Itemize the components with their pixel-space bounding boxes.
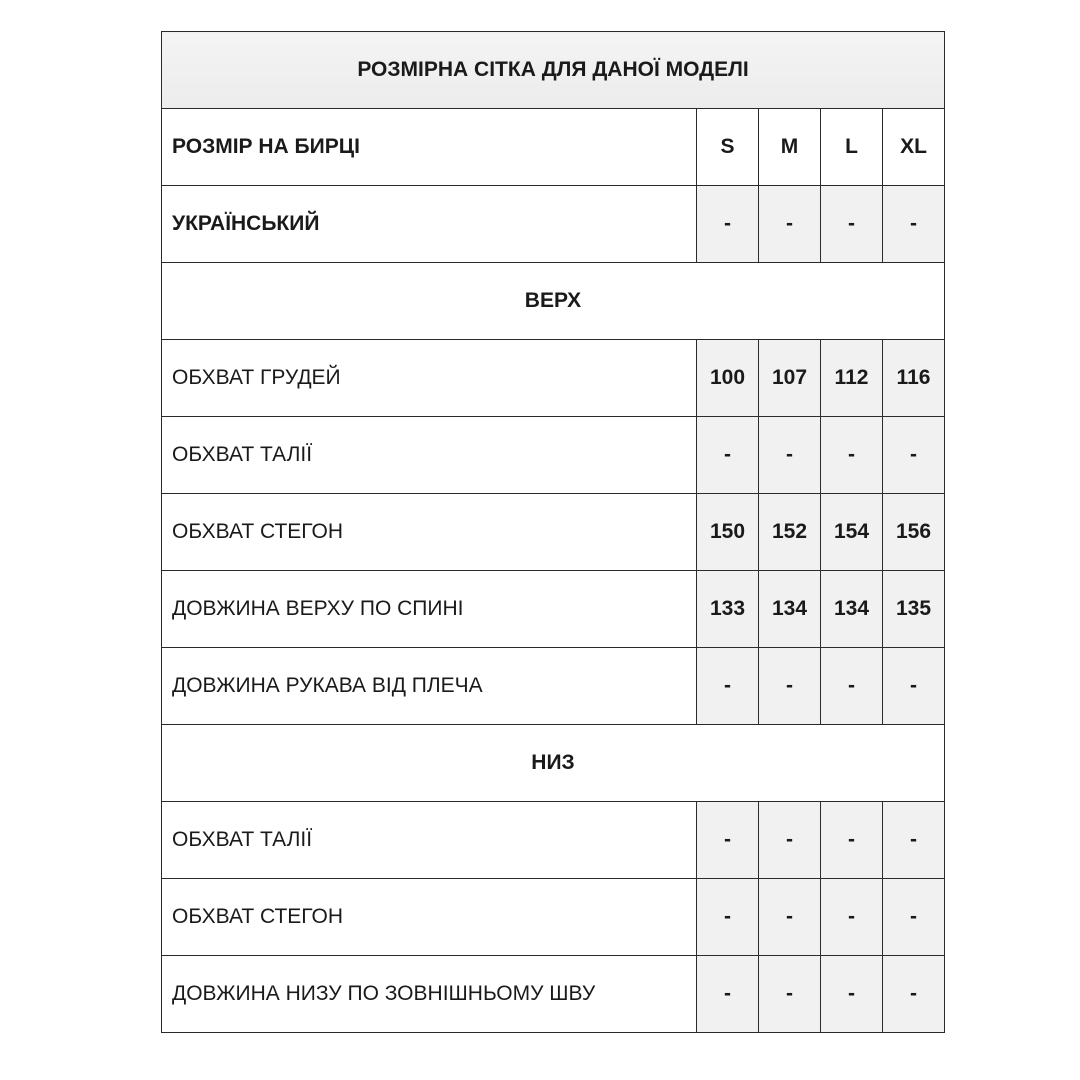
- value-cell: -: [759, 802, 821, 879]
- value-cell: 107: [759, 340, 821, 417]
- value-cell: -: [697, 417, 759, 494]
- section-header-top: [162, 263, 945, 340]
- table-row: [162, 417, 945, 494]
- row-label: ДОВЖИНА РУКАВА ВІД ПЛЕЧА: [162, 648, 697, 725]
- value-cell: -: [883, 648, 945, 725]
- value-cell: -: [883, 417, 945, 494]
- ukrainian-row: [162, 186, 945, 263]
- table-row: [162, 494, 945, 571]
- value-cell: -: [697, 186, 759, 263]
- value-cell: 134: [759, 571, 821, 648]
- table-row: [162, 879, 945, 956]
- value-cell: 150: [697, 494, 759, 571]
- value-cell: -: [697, 802, 759, 879]
- row-label: ДОВЖИНА ВЕРХУ ПО СПИНІ: [162, 571, 697, 648]
- value-cell: 133: [697, 571, 759, 648]
- size-header-l: L: [821, 109, 883, 186]
- value-cell: -: [821, 417, 883, 494]
- table-title: РОЗМІРНА СІТКА ДЛЯ ДАНОЇ МОДЕЛІ: [162, 32, 945, 109]
- table-row: [162, 648, 945, 725]
- value-cell: -: [883, 879, 945, 956]
- row-label: УКРАЇНСЬКИЙ: [162, 186, 697, 263]
- value-cell: -: [821, 648, 883, 725]
- value-cell: -: [697, 879, 759, 956]
- row-label: ОБХВАТ СТЕГОН: [162, 494, 697, 571]
- value-cell: 100: [697, 340, 759, 417]
- value-cell: -: [697, 648, 759, 725]
- row-label: ОБХВАТ СТЕГОН: [162, 879, 697, 956]
- value-cell: -: [759, 648, 821, 725]
- value-cell: -: [821, 802, 883, 879]
- value-cell: 112: [821, 340, 883, 417]
- value-cell: -: [697, 956, 759, 1033]
- row-label: ОБХВАТ ТАЛІЇ: [162, 802, 697, 879]
- table-row: [162, 956, 945, 1033]
- value-cell: -: [883, 802, 945, 879]
- size-header-m: M: [759, 109, 821, 186]
- value-cell: -: [883, 956, 945, 1033]
- row-label: ОБХВАТ ГРУДЕЙ: [162, 340, 697, 417]
- row-label: ДОВЖИНА НИЗУ ПО ЗОВНІШНЬОМУ ШВУ: [162, 956, 697, 1033]
- value-cell: -: [759, 879, 821, 956]
- section-header-bottom: [162, 725, 945, 802]
- section-title-bottom: НИЗ: [162, 725, 945, 802]
- header-row: [162, 109, 945, 186]
- value-cell: 156: [883, 494, 945, 571]
- value-cell: -: [759, 186, 821, 263]
- title-row: [162, 32, 945, 109]
- table-row: [162, 571, 945, 648]
- value-cell: 152: [759, 494, 821, 571]
- size-header-s: S: [697, 109, 759, 186]
- value-cell: -: [821, 879, 883, 956]
- value-cell: 135: [883, 571, 945, 648]
- table-row: [162, 802, 945, 879]
- size-chart-table: [161, 31, 945, 1033]
- value-cell: 134: [821, 571, 883, 648]
- value-cell: -: [759, 956, 821, 1033]
- size-header-xl: XL: [883, 109, 945, 186]
- value-cell: 116: [883, 340, 945, 417]
- header-label: РОЗМІР НА БИРЦІ: [162, 109, 697, 186]
- value-cell: 154: [821, 494, 883, 571]
- value-cell: -: [821, 186, 883, 263]
- table-row: [162, 340, 945, 417]
- value-cell: -: [821, 956, 883, 1033]
- row-label: ОБХВАТ ТАЛІЇ: [162, 417, 697, 494]
- section-title-top: ВЕРХ: [162, 263, 945, 340]
- value-cell: -: [759, 417, 821, 494]
- value-cell: -: [883, 186, 945, 263]
